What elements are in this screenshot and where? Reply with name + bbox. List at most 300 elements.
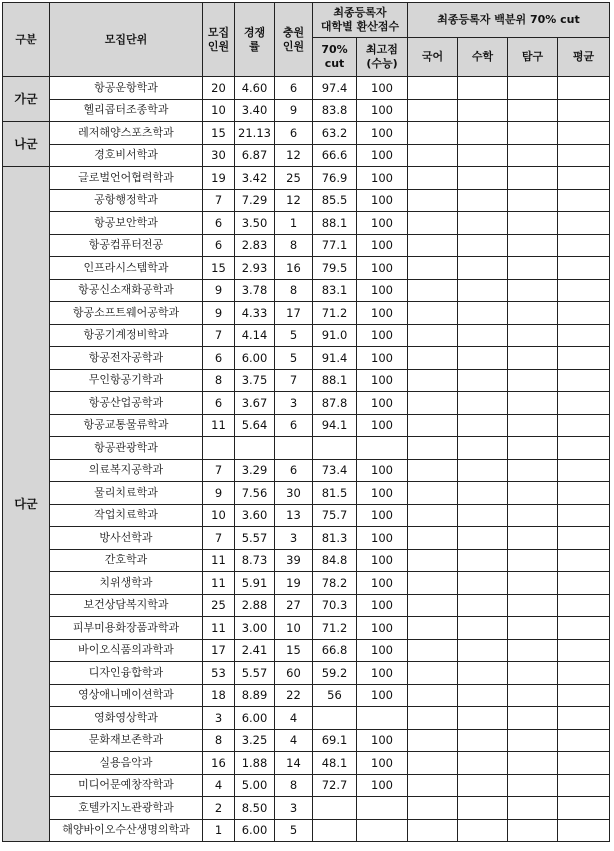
average-cell	[558, 639, 610, 662]
table-row	[3, 392, 610, 415]
table-row	[3, 212, 610, 235]
korean-cell	[408, 302, 458, 325]
quota-cell: 8	[203, 369, 235, 392]
korean-cell	[408, 437, 458, 460]
ratio-cell: 6.00	[235, 347, 275, 370]
inquiry-cell	[508, 212, 558, 235]
inquiry-cell	[508, 639, 558, 662]
ratio-cell: 6.00	[235, 707, 275, 730]
math-cell	[458, 594, 508, 617]
cut70-cell: 83.1	[313, 279, 357, 302]
unit-cell: 인프라시스템학과	[50, 257, 203, 280]
korean-cell	[408, 527, 458, 550]
cut70-cell	[313, 819, 357, 842]
average-cell	[558, 729, 610, 752]
table-row	[3, 527, 610, 550]
max-cell: 100	[357, 639, 408, 662]
math-cell	[458, 459, 508, 482]
korean-cell	[408, 167, 458, 190]
korean-cell	[408, 729, 458, 752]
unit-cell: 치위생학과	[50, 572, 203, 595]
ratio-cell: 5.64	[235, 414, 275, 437]
quota-cell: 20	[203, 77, 235, 100]
cut70-cell: 91.0	[313, 324, 357, 347]
table-row	[3, 99, 610, 122]
max-cell: 100	[357, 212, 408, 235]
cut70-cell: 88.1	[313, 369, 357, 392]
average-cell	[558, 752, 610, 775]
unit-cell: 보건상담복지학과	[50, 594, 203, 617]
ratio-cell: 3.75	[235, 369, 275, 392]
math-cell	[458, 144, 508, 167]
extra-cell: 25	[275, 167, 313, 190]
unit-cell: 항공기계정비학과	[50, 324, 203, 347]
ratio-cell: 4.14	[235, 324, 275, 347]
max-cell	[357, 437, 408, 460]
inquiry-cell	[508, 527, 558, 550]
table-row	[3, 797, 610, 820]
ratio-cell: 4.60	[235, 77, 275, 100]
korean-cell	[408, 234, 458, 257]
korean-cell	[408, 504, 458, 527]
quota-cell: 15	[203, 122, 235, 145]
math-cell	[458, 324, 508, 347]
table-row	[3, 662, 610, 685]
max-cell: 100	[357, 594, 408, 617]
max-cell: 100	[357, 414, 408, 437]
table-row	[3, 414, 610, 437]
cut70-cell: 63.2	[313, 122, 357, 145]
quota-cell: 10	[203, 99, 235, 122]
inquiry-cell	[508, 752, 558, 775]
extra-cell: 5	[275, 819, 313, 842]
ratio-cell: 7.29	[235, 189, 275, 212]
korean-cell	[408, 414, 458, 437]
cut70-cell: 72.7	[313, 774, 357, 797]
inquiry-cell	[508, 144, 558, 167]
average-cell	[558, 504, 610, 527]
math-cell	[458, 639, 508, 662]
average-cell	[558, 662, 610, 685]
math-cell	[458, 482, 508, 505]
extra-cell: 6	[275, 414, 313, 437]
max-cell: 100	[357, 662, 408, 685]
quota-cell: 17	[203, 639, 235, 662]
quota-cell: 25	[203, 594, 235, 617]
extra-cell: 6	[275, 122, 313, 145]
cut70-cell: 85.5	[313, 189, 357, 212]
extra-cell: 6	[275, 459, 313, 482]
inquiry-cell	[508, 302, 558, 325]
quota-cell: 2	[203, 797, 235, 820]
max-cell: 100	[357, 144, 408, 167]
quota-cell: 8	[203, 729, 235, 752]
extra-cell: 7	[275, 369, 313, 392]
extra-cell: 14	[275, 752, 313, 775]
average-cell	[558, 234, 610, 257]
cut70-cell: 69.1	[313, 729, 357, 752]
max-cell: 100	[357, 324, 408, 347]
ratio-cell: 5.91	[235, 572, 275, 595]
extra-cell: 22	[275, 684, 313, 707]
math-cell	[458, 549, 508, 572]
ratio-cell: 3.60	[235, 504, 275, 527]
quota-cell: 6	[203, 212, 235, 235]
quota-cell: 18	[203, 684, 235, 707]
unit-cell: 방사선학과	[50, 527, 203, 550]
korean-cell	[408, 819, 458, 842]
korean-cell	[408, 662, 458, 685]
unit-cell: 레저해양스포츠학과	[50, 122, 203, 145]
inquiry-cell	[508, 482, 558, 505]
ratio-cell: 3.00	[235, 617, 275, 640]
math-cell	[458, 189, 508, 212]
korean-cell	[408, 212, 458, 235]
extra-cell: 3	[275, 392, 313, 415]
average-cell	[558, 257, 610, 280]
table-row	[3, 279, 610, 302]
unit-cell: 간호학과	[50, 549, 203, 572]
average-cell	[558, 122, 610, 145]
cut70-cell: 84.8	[313, 549, 357, 572]
unit-cell: 항공소프트웨어공학과	[50, 302, 203, 325]
inquiry-cell	[508, 729, 558, 752]
korean-cell	[408, 617, 458, 640]
unit-cell: 항공전자공학과	[50, 347, 203, 370]
extra-cell: 12	[275, 189, 313, 212]
quota-cell: 19	[203, 167, 235, 190]
max-cell: 100	[357, 617, 408, 640]
header-average: 평균	[558, 38, 610, 77]
quota-cell: 7	[203, 527, 235, 550]
max-cell: 100	[357, 189, 408, 212]
inquiry-cell	[508, 504, 558, 527]
math-cell	[458, 527, 508, 550]
math-cell	[458, 279, 508, 302]
header-max: 최고점 (수능)	[357, 38, 408, 77]
unit-cell: 공항행정학과	[50, 189, 203, 212]
unit-cell: 항공교통물류학과	[50, 414, 203, 437]
admission-results-table	[2, 2, 610, 842]
unit-cell: 영상애니메이션학과	[50, 684, 203, 707]
korean-cell	[408, 279, 458, 302]
max-cell: 100	[357, 167, 408, 190]
quota-cell: 6	[203, 234, 235, 257]
table-row	[3, 347, 610, 370]
cut70-cell: 75.7	[313, 504, 357, 527]
unit-cell: 미디어문예창작학과	[50, 774, 203, 797]
extra-cell	[275, 437, 313, 460]
math-cell	[458, 302, 508, 325]
average-cell	[558, 482, 610, 505]
quota-cell: 7	[203, 189, 235, 212]
average-cell	[558, 572, 610, 595]
max-cell: 100	[357, 549, 408, 572]
max-cell: 100	[357, 234, 408, 257]
table-row	[3, 189, 610, 212]
korean-cell	[408, 144, 458, 167]
group-label: 나군	[3, 122, 50, 167]
unit-cell: 영화영상학과	[50, 707, 203, 730]
table-row	[3, 819, 610, 842]
table-row	[3, 594, 610, 617]
quota-cell: 11	[203, 549, 235, 572]
header-group: 구분	[3, 3, 50, 77]
inquiry-cell	[508, 189, 558, 212]
extra-cell: 8	[275, 774, 313, 797]
korean-cell	[408, 482, 458, 505]
inquiry-cell	[508, 572, 558, 595]
table-row	[3, 234, 610, 257]
extra-cell: 39	[275, 549, 313, 572]
quota-cell: 4	[203, 774, 235, 797]
ratio-cell: 4.33	[235, 302, 275, 325]
header-percentile: 최종등록자 백분위 70% cut	[408, 3, 610, 38]
unit-cell: 항공컴퓨터전공	[50, 234, 203, 257]
average-cell	[558, 369, 610, 392]
group-label: 가군	[3, 77, 50, 122]
inquiry-cell	[508, 684, 558, 707]
average-cell	[558, 144, 610, 167]
header-unit: 모집단위	[50, 3, 203, 77]
math-cell	[458, 392, 508, 415]
average-cell	[558, 707, 610, 730]
extra-cell: 8	[275, 279, 313, 302]
extra-cell: 4	[275, 707, 313, 730]
cut70-cell: 79.5	[313, 257, 357, 280]
extra-cell: 16	[275, 257, 313, 280]
ratio-cell: 3.42	[235, 167, 275, 190]
average-cell	[558, 212, 610, 235]
table-row	[3, 77, 610, 100]
ratio-cell: 3.67	[235, 392, 275, 415]
max-cell: 100	[357, 122, 408, 145]
extra-cell: 12	[275, 144, 313, 167]
quota-cell: 30	[203, 144, 235, 167]
korean-cell	[408, 257, 458, 280]
header-inquiry: 탐구	[508, 38, 558, 77]
ratio-cell: 5.57	[235, 527, 275, 550]
cut70-cell: 56	[313, 684, 357, 707]
extra-cell: 19	[275, 572, 313, 595]
average-cell	[558, 617, 610, 640]
header-quota: 모집 인원	[203, 3, 235, 77]
math-cell	[458, 167, 508, 190]
extra-cell: 27	[275, 594, 313, 617]
unit-cell: 무인항공기학과	[50, 369, 203, 392]
extra-cell: 1	[275, 212, 313, 235]
math-cell	[458, 212, 508, 235]
cut70-cell	[313, 437, 357, 460]
quota-cell: 1	[203, 819, 235, 842]
quota-cell: 9	[203, 279, 235, 302]
korean-cell	[408, 797, 458, 820]
table-row	[3, 617, 610, 640]
korean-cell	[408, 392, 458, 415]
ratio-cell: 2.93	[235, 257, 275, 280]
math-cell	[458, 504, 508, 527]
table-row	[3, 324, 610, 347]
ratio-cell: 8.73	[235, 549, 275, 572]
math-cell	[458, 684, 508, 707]
average-cell	[558, 594, 610, 617]
inquiry-cell	[508, 707, 558, 730]
inquiry-cell	[508, 369, 558, 392]
max-cell: 100	[357, 392, 408, 415]
unit-cell: 경호비서학과	[50, 144, 203, 167]
math-cell	[458, 414, 508, 437]
average-cell	[558, 167, 610, 190]
max-cell: 100	[357, 302, 408, 325]
extra-cell: 5	[275, 324, 313, 347]
average-cell	[558, 774, 610, 797]
max-cell: 100	[357, 482, 408, 505]
korean-cell	[408, 572, 458, 595]
cut70-cell: 78.2	[313, 572, 357, 595]
quota-cell	[203, 437, 235, 460]
extra-cell: 17	[275, 302, 313, 325]
average-cell	[558, 392, 610, 415]
average-cell	[558, 819, 610, 842]
math-cell	[458, 347, 508, 370]
max-cell: 100	[357, 527, 408, 550]
ratio-cell: 3.40	[235, 99, 275, 122]
math-cell	[458, 797, 508, 820]
header-cut70: 70% cut	[313, 38, 357, 77]
extra-cell: 6	[275, 77, 313, 100]
quota-cell: 15	[203, 257, 235, 280]
max-cell: 100	[357, 774, 408, 797]
math-cell	[458, 99, 508, 122]
korean-cell	[408, 324, 458, 347]
cut70-cell: 71.2	[313, 302, 357, 325]
quota-cell: 11	[203, 572, 235, 595]
inquiry-cell	[508, 122, 558, 145]
ratio-cell: 2.83	[235, 234, 275, 257]
math-cell	[458, 819, 508, 842]
korean-cell	[408, 707, 458, 730]
ratio-cell: 3.50	[235, 212, 275, 235]
quota-cell: 6	[203, 347, 235, 370]
math-cell	[458, 369, 508, 392]
table-row	[3, 707, 610, 730]
korean-cell	[408, 189, 458, 212]
max-cell: 100	[357, 752, 408, 775]
ratio-cell: 6.87	[235, 144, 275, 167]
inquiry-cell	[508, 437, 558, 460]
header-ratio: 경쟁 률	[235, 3, 275, 77]
korean-cell	[408, 459, 458, 482]
average-cell	[558, 347, 610, 370]
unit-cell: 항공신소재화공학과	[50, 279, 203, 302]
cut70-cell: 76.9	[313, 167, 357, 190]
cut70-cell: 87.8	[313, 392, 357, 415]
cut70-cell: 97.4	[313, 77, 357, 100]
extra-cell: 15	[275, 639, 313, 662]
table-row	[3, 459, 610, 482]
cut70-cell	[313, 707, 357, 730]
header-math: 수학	[458, 38, 508, 77]
korean-cell	[408, 752, 458, 775]
quota-cell: 6	[203, 392, 235, 415]
inquiry-cell	[508, 167, 558, 190]
extra-cell: 8	[275, 234, 313, 257]
table-row	[3, 167, 610, 190]
extra-cell: 5	[275, 347, 313, 370]
korean-cell	[408, 549, 458, 572]
cut70-cell: 59.2	[313, 662, 357, 685]
ratio-cell: 5.00	[235, 774, 275, 797]
table-body	[3, 77, 610, 842]
max-cell	[357, 797, 408, 820]
header-extra: 충원 인원	[275, 3, 313, 77]
extra-cell: 3	[275, 527, 313, 550]
korean-cell	[408, 594, 458, 617]
ratio-cell: 2.88	[235, 594, 275, 617]
table-row	[3, 437, 610, 460]
inquiry-cell	[508, 774, 558, 797]
table-row	[3, 572, 610, 595]
header-korean: 국어	[408, 38, 458, 77]
quota-cell: 9	[203, 302, 235, 325]
table-row	[3, 369, 610, 392]
max-cell: 100	[357, 347, 408, 370]
unit-cell: 글로벌언어협력학과	[50, 167, 203, 190]
inquiry-cell	[508, 797, 558, 820]
unit-cell: 항공운항학과	[50, 77, 203, 100]
korean-cell	[408, 99, 458, 122]
average-cell	[558, 527, 610, 550]
quota-cell: 9	[203, 482, 235, 505]
cut70-cell: 73.4	[313, 459, 357, 482]
cut70-cell	[313, 797, 357, 820]
table-row	[3, 302, 610, 325]
table-row	[3, 639, 610, 662]
max-cell	[357, 819, 408, 842]
inquiry-cell	[508, 234, 558, 257]
average-cell	[558, 684, 610, 707]
korean-cell	[408, 774, 458, 797]
table-row	[3, 144, 610, 167]
average-cell	[558, 99, 610, 122]
ratio-cell: 3.78	[235, 279, 275, 302]
math-cell	[458, 234, 508, 257]
ratio-cell: 8.89	[235, 684, 275, 707]
unit-cell: 물리치료학과	[50, 482, 203, 505]
math-cell	[458, 122, 508, 145]
unit-cell: 실용음악과	[50, 752, 203, 775]
cut70-cell: 48.1	[313, 752, 357, 775]
cut70-cell: 88.1	[313, 212, 357, 235]
cut70-cell: 91.4	[313, 347, 357, 370]
korean-cell	[408, 77, 458, 100]
max-cell: 100	[357, 504, 408, 527]
table-row	[3, 684, 610, 707]
extra-cell: 60	[275, 662, 313, 685]
unit-cell: 항공관광학과	[50, 437, 203, 460]
table-row	[3, 122, 610, 145]
quota-cell: 7	[203, 324, 235, 347]
inquiry-cell	[508, 279, 558, 302]
extra-cell: 3	[275, 797, 313, 820]
average-cell	[558, 77, 610, 100]
quota-cell: 11	[203, 414, 235, 437]
inquiry-cell	[508, 77, 558, 100]
unit-cell: 헬리콥터조종학과	[50, 99, 203, 122]
extra-cell: 13	[275, 504, 313, 527]
group-label: 다군	[3, 167, 50, 842]
cut70-cell: 66.6	[313, 144, 357, 167]
